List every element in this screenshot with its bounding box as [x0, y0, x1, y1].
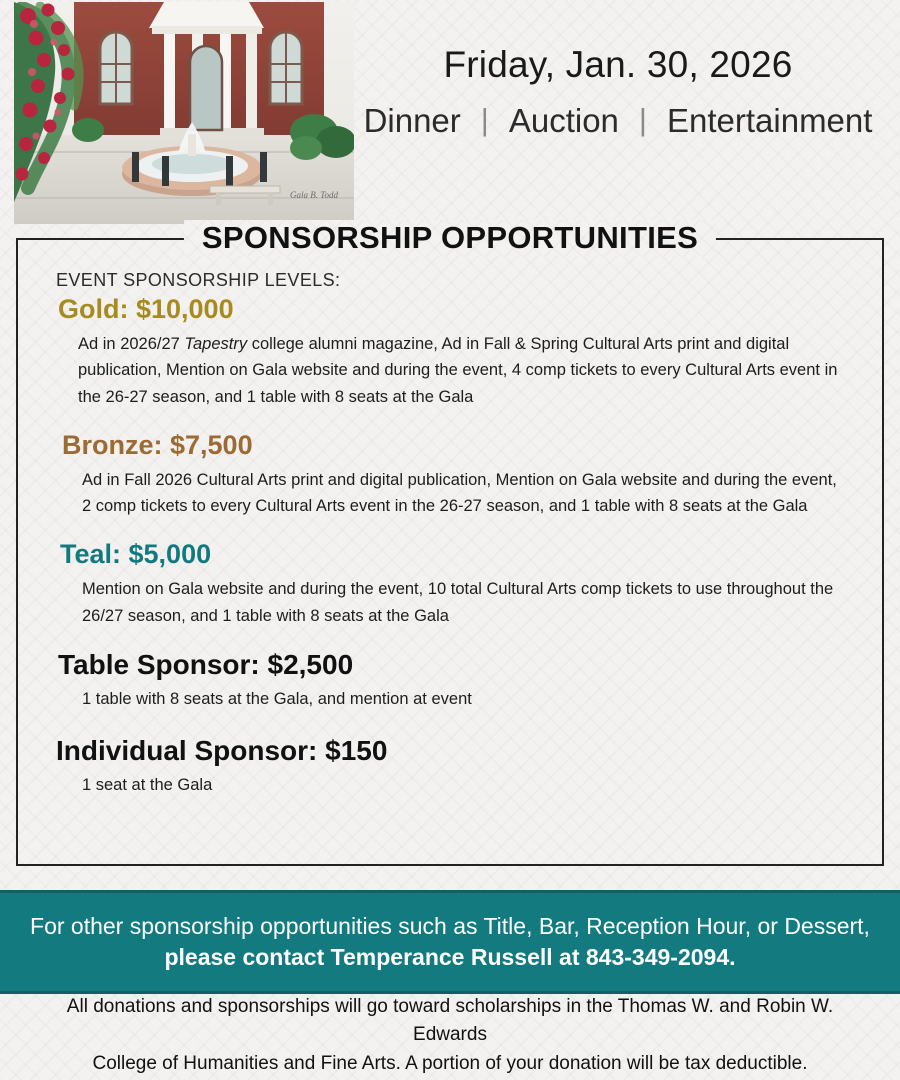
contact-band-line-1: For other sponsorship opportunities such as Title, Bar, Reception Hour, or Dessert,	[30, 912, 870, 939]
footer-line-1: All donations and sponsorships will go toward scholarships in the Thomas W. and Robin W. Edwards	[66, 995, 834, 1046]
tier-individual-sponsor-name: Individual Sponsor: $150	[56, 735, 388, 766]
contact-band-line-2: please contact Temperance Russell at 843-349-2094.	[164, 944, 736, 970]
tier-gold	[36, 293, 864, 411]
tier-gold-desc-emphasis: Tapestry	[184, 334, 248, 353]
event-date: Friday, Jan. 30, 2026	[443, 44, 793, 85]
sponsorship-box-title: SPONSORSHIP OPPORTUNITIES	[184, 220, 716, 256]
activity-separator-2: |	[638, 102, 647, 137]
tier-teal	[36, 538, 864, 629]
tier-bronze-name: Bronze: $7,500	[62, 429, 253, 460]
header	[0, 0, 900, 228]
illustration-signature: Gala B. Todd	[290, 190, 338, 200]
tier-individual-sponsor-description: 1 seat at the Gala	[82, 776, 213, 794]
tier-teal-description: Mention on Gala website and during the event, 10 total Cultural Arts comp tickets to use throughout the 26/27 season, and 1 table with 8 seats at the Gala	[82, 579, 834, 625]
tier-gold-desc-post: college alumni magazine, Ad in Fall & Spring Cultural Arts print and digital publication, Mention on Gala website and during the event, 4 comp tickets to every Cultural Arts event in the 26-27 season, and 1 table with 8 seats at the Gala	[78, 334, 838, 407]
header-text-block	[354, 0, 900, 140]
tier-teal-name: Teal: $5,000	[60, 539, 212, 570]
campus-building-fountain-illustration	[14, 2, 354, 224]
tier-gold-name: Gold: $10,000	[58, 294, 234, 324]
activity-entertainment: Entertainment	[666, 102, 873, 139]
activity-dinner: Dinner	[363, 102, 461, 139]
footer	[0, 991, 900, 1080]
tier-table-sponsor-description: 1 table with 8 seats at the Gala, and mention at event	[82, 690, 472, 709]
event-activities	[354, 102, 882, 140]
footer-line-2: College of Humanities and Fine Arts. A portion of your donation will be tax deductible.	[92, 1052, 808, 1074]
activity-auction: Auction	[508, 102, 619, 139]
tier-bronze	[36, 429, 864, 520]
tier-gold-description	[78, 331, 850, 411]
tier-table-sponsor-name: Table Sponsor: $2,500	[58, 649, 354, 681]
activity-separator-1: |	[480, 102, 489, 137]
tier-table-sponsor	[36, 647, 864, 713]
sponsorship-box	[16, 220, 884, 866]
contact-band	[0, 890, 900, 994]
tier-bronze-description: Ad in Fall 2026 Cultural Arts print and digital publication, Mention on Gala website and during the event, 2 comp tickets to every Cultural Arts event in the 26-27 season, and 1 table with 8 seats at the Gala	[82, 470, 837, 516]
event-sponsorship-levels-label: EVENT SPONSORSHIP LEVELS:	[56, 270, 341, 290]
tier-gold-desc-pre: Ad in 2026/27	[78, 334, 185, 353]
tier-individual-sponsor	[36, 733, 864, 799]
